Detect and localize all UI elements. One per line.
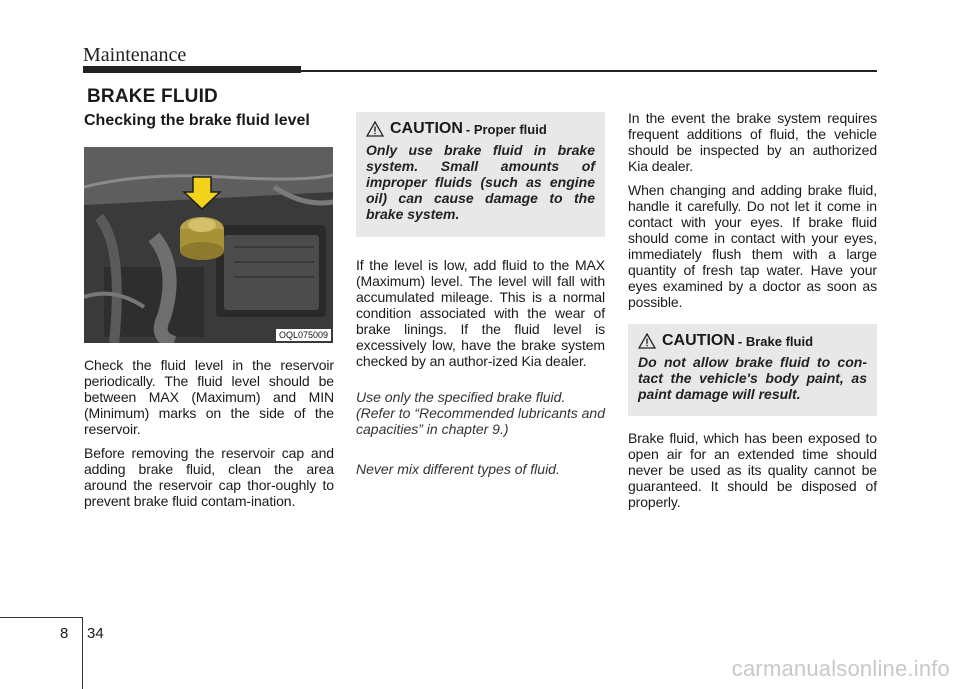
paragraph: In the event the brake system requires frequent additions of fluid, the vehicle should be inspected by an authorized Kia dealer.: [628, 110, 877, 174]
caution-box-brake-fluid: [628, 324, 877, 416]
paragraph: If the level is low, add fluid to the MAX (Maximum) level. The level will fall with accumulated mileage. This is a normal condition associated with the wear of brake linings. If the fluid level is excessively low, have the brake system checked by an author-ized Kia dealer.: [356, 257, 605, 369]
engine-bay-photo: [84, 147, 333, 343]
footer-rule-vertical: [82, 617, 83, 689]
engine-bay-illustration: [84, 147, 333, 343]
header-rule-thin: [301, 70, 877, 72]
paragraph: Before removing the reservoir cap and adding brake fluid, clean the area around the reservoir cap thor-oughly to prevent brake fluid contam-ination.: [84, 445, 334, 509]
watermark: carmanualsonline.info: [731, 656, 950, 681]
column-3: [628, 110, 877, 518]
section-title: BRAKE FLUID: [87, 86, 218, 107]
caution-label: CAUTION: [390, 120, 463, 137]
caution-subtitle: - Brake fluid: [737, 333, 814, 349]
subheading: Checking the brake fluid level: [84, 112, 310, 129]
caution-box-proper-fluid: [356, 112, 605, 237]
header-title: Maintenance: [83, 44, 187, 66]
note: Use only the specified brake fluid. (Refer to “Recommended lubricants and capacities” in chapter 9.): [356, 389, 606, 437]
footer-rule-horizontal: [0, 617, 82, 618]
caution-text: Do not allow brake fluid to con-tact the vehicle's body paint, as paint damage will result.: [638, 354, 867, 402]
paragraph: Brake fluid, which has been exposed to open air for an extended time should never be used as its quality cannot be guaranteed. It should be disposed of properly.: [628, 430, 877, 510]
chapter-number: 8: [60, 625, 69, 642]
caution-header: [366, 120, 595, 138]
paragraph: When changing and adding brake fluid, handle it carefully. Do not let it come in contact with your eyes. If brake fluid should come in contact with your eyes, immediately flush them with a large quantity of fresh tap water. Have your eyes examined by a doctor as soon as possible.: [628, 182, 877, 310]
header-rule-thick: [83, 66, 301, 73]
column-2: [356, 112, 605, 491]
note: Never mix different types of fluid.: [356, 461, 560, 477]
column-1: [84, 110, 334, 517]
caution-header: [638, 332, 867, 350]
warning-triangle-icon: [366, 121, 384, 137]
page-number: 34: [87, 625, 104, 642]
caution-text: Only use brake fluid in brake system. Small amounts of improper fluids (such as engine oil) can cause damage to the brake system.: [366, 142, 595, 222]
caution-label: CAUTION: [662, 332, 735, 349]
image-code: OQL075009: [276, 329, 331, 341]
paragraph: Check the fluid level in the reservoir periodically. The fluid level should be between MAX (Maximum) and MIN (Minimum) marks on the side of the reservoir.: [84, 357, 334, 437]
caution-subtitle: - Proper fluid: [465, 121, 547, 137]
warning-triangle-icon: [638, 333, 656, 349]
